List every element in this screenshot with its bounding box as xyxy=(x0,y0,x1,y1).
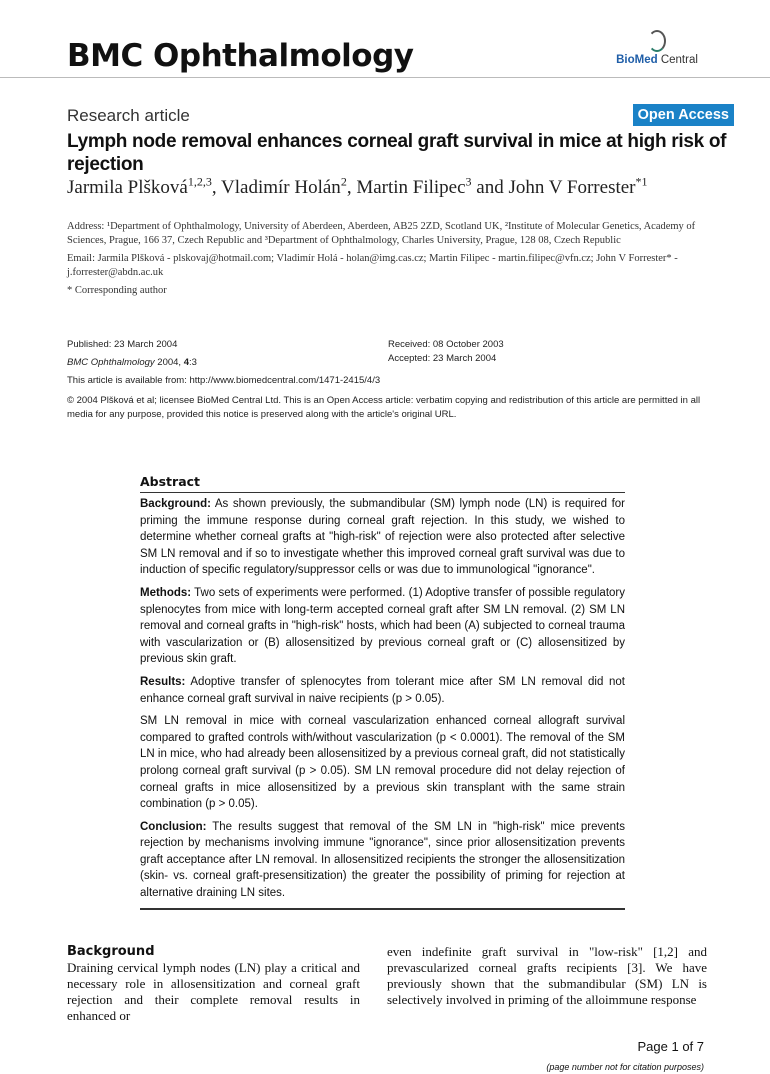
biomed-central-logo xyxy=(612,30,702,70)
citation xyxy=(67,356,707,370)
received-date: Received: 08 October 2003 xyxy=(388,339,504,350)
journal-header xyxy=(0,0,770,78)
affiliations: Address: ¹Department of Ophthalmology, University of Aberdeen, Aberdeen, AB25 2ZD, Scotland UK, ²Institute of Molecular Genetics, Academy of Sciences, Prague, 166 37, Czech Republic and ³Department of Ophthalmology, Charles University, Prague, 128 08, Czech Republic xyxy=(67,221,696,246)
abstract-heading: Abstract xyxy=(140,474,201,489)
author-affiliation: 3 xyxy=(465,174,472,189)
publication-info xyxy=(67,338,707,422)
accepted-date: Accepted: 23 March 2004 xyxy=(388,353,497,364)
article-type-row xyxy=(67,104,729,128)
body-column-right xyxy=(387,944,707,1024)
body-columns xyxy=(67,944,707,1024)
author-affiliation: 2 xyxy=(340,174,347,189)
section-text: The results suggest that removal of the SM LN in "high-risk" mice prevents rejection by mechanisms involving immune "ignorance", since prior allosensitization prevents graft acceptance after LN removal. In allosensitized recipients the stronger the allosensitization (skin- vs. corneal graft-presensitization) the greater the possibility of priming for rejection at alternative draining LN sites. xyxy=(140,820,625,900)
author-sep: , xyxy=(211,177,222,198)
author-emails: Email: Jarmila Plšková - plskovaj@hotmail.com; Vladimír Holá - holan@img.cas.cz; Martin Filipec - martin.filipec@vfn.cz; John V Forrester* - j.forrester@abdn.ac.uk xyxy=(67,253,678,278)
author-affiliation: *1 xyxy=(635,174,648,189)
citation-journal: BMC Ophthalmology xyxy=(67,357,155,368)
article-title: Lymph node removal enhances corneal graft survival in mice at high risk of rejection xyxy=(67,131,727,175)
abstract-divider xyxy=(140,492,625,493)
abstract-results xyxy=(140,674,625,707)
article-type: Research article xyxy=(67,106,190,125)
biomed-logo-icon xyxy=(648,30,666,52)
page-footer xyxy=(0,1038,704,1074)
author-name: Vladimír Holán xyxy=(221,177,341,198)
page-number: Page 1 of 7 xyxy=(637,1038,704,1054)
section-text: Two sets of experiments were performed. (1) Adoptive transfer of possible regulatory splenocytes from mice with long-term accepted corneal graft after SM LN removal. (2) SM LN removal and corneal grafts in "high-risk" hosts, which had been (A) subjected to corneal trauma with vascularization or (B) allosensitized by previous corneal graft or (C) allosensitized by previous skin graft. xyxy=(140,586,625,666)
journal-title: BMC Ophthalmology xyxy=(67,38,414,74)
author-sep: and xyxy=(471,177,509,198)
section-text: SM LN removal in mice with corneal vascularization enhanced corneal allograft survival compared to grafted controls with/without vascularization (p < 0.0001). The removal of the SM LN in mice, who had already been allosensitized by a previous corneal graft, did not statistically prolong corneal graft survival (p > 0.05). SM LN removal procedure did not delay rejection of corneal grafts in mice allosensitized by a previous skin transplant with the same strain combination (p > 0.05). xyxy=(140,715,625,811)
abstract-box xyxy=(140,474,625,910)
abstract-end-divider xyxy=(140,908,625,910)
author-affiliation: 1,2,3 xyxy=(187,174,212,189)
article-url[interactable]: This article is available from: http://www.biomedcentral.com/1471-2415/4/3 xyxy=(67,375,381,386)
citation-year: 2004, xyxy=(154,357,184,368)
author-name: John V Forrester xyxy=(508,177,636,198)
abstract-conclusion xyxy=(140,819,625,902)
copyright-notice: © 2004 Plšková et al; licensee BioMed Central Ltd. This is an Open Access article: verbatim copying and redistribution of this article are permitted in all media for any purpose, provided this notice is preserved along with the article's original URL. xyxy=(67,395,701,420)
abstract-background xyxy=(140,496,625,579)
body-paragraph: even indefinite graft survival in "low-risk" [1,2] and prevascularized corneal grafts recipients [3]. We have previously shown that the submandibular (SM) LN is selectively involved in priming of the alloimmune response xyxy=(387,943,707,1007)
author-name: Jarmila Plšková xyxy=(67,177,188,198)
body-column-left xyxy=(67,944,360,1024)
author-sep: , xyxy=(346,177,357,198)
published-date: Published: 23 March 2004 xyxy=(67,339,178,350)
section-text: Adoptive transfer of splenocytes from tolerant mice after SM LN removal did not enhance corneal graft survival in naive recipients (p > 0.05). xyxy=(140,675,625,705)
abstract-methods xyxy=(140,585,625,668)
section-label: Conclusion: xyxy=(140,820,207,833)
author-name: Martin Filipec xyxy=(356,177,466,198)
section-heading-background: Background xyxy=(67,943,155,959)
logo-bio: BioMed xyxy=(616,54,658,66)
corresponding-author-note: * Corresponding author xyxy=(67,285,167,296)
section-label: Results: xyxy=(140,675,186,688)
author-list xyxy=(67,176,707,200)
citation-number: :3 xyxy=(189,357,197,368)
history-dates xyxy=(388,338,504,366)
citation-volume: 4 xyxy=(183,357,190,368)
abstract-results-continued xyxy=(140,713,625,813)
open-access-badge: Open Access xyxy=(633,104,734,126)
section-label: Background: xyxy=(140,498,211,510)
page-content xyxy=(67,104,729,1024)
page-number-note: (page number not for citation purposes) xyxy=(546,1061,704,1072)
logo-central: Central xyxy=(660,54,698,66)
body-paragraph: Draining cervical lymph nodes (LN) play a critical and necessary role in allosensitization and corneal graft rejection and their complete removal results in enhanced or xyxy=(67,959,360,1023)
section-text: As shown previously, the submandibular (SM) lymph node (LN) is required for priming the immune response during corneal graft rejection. In this study, we wished to determine whether corneal grafts at "high-risk" of rejection were also protected after selective SM LN removal and if so to investigate whether this improved corneal graft survival was due to induction of specific regulatory/suppressor cells or was due to immunological "ignorance". xyxy=(140,498,625,577)
section-label: Methods: xyxy=(140,586,192,599)
